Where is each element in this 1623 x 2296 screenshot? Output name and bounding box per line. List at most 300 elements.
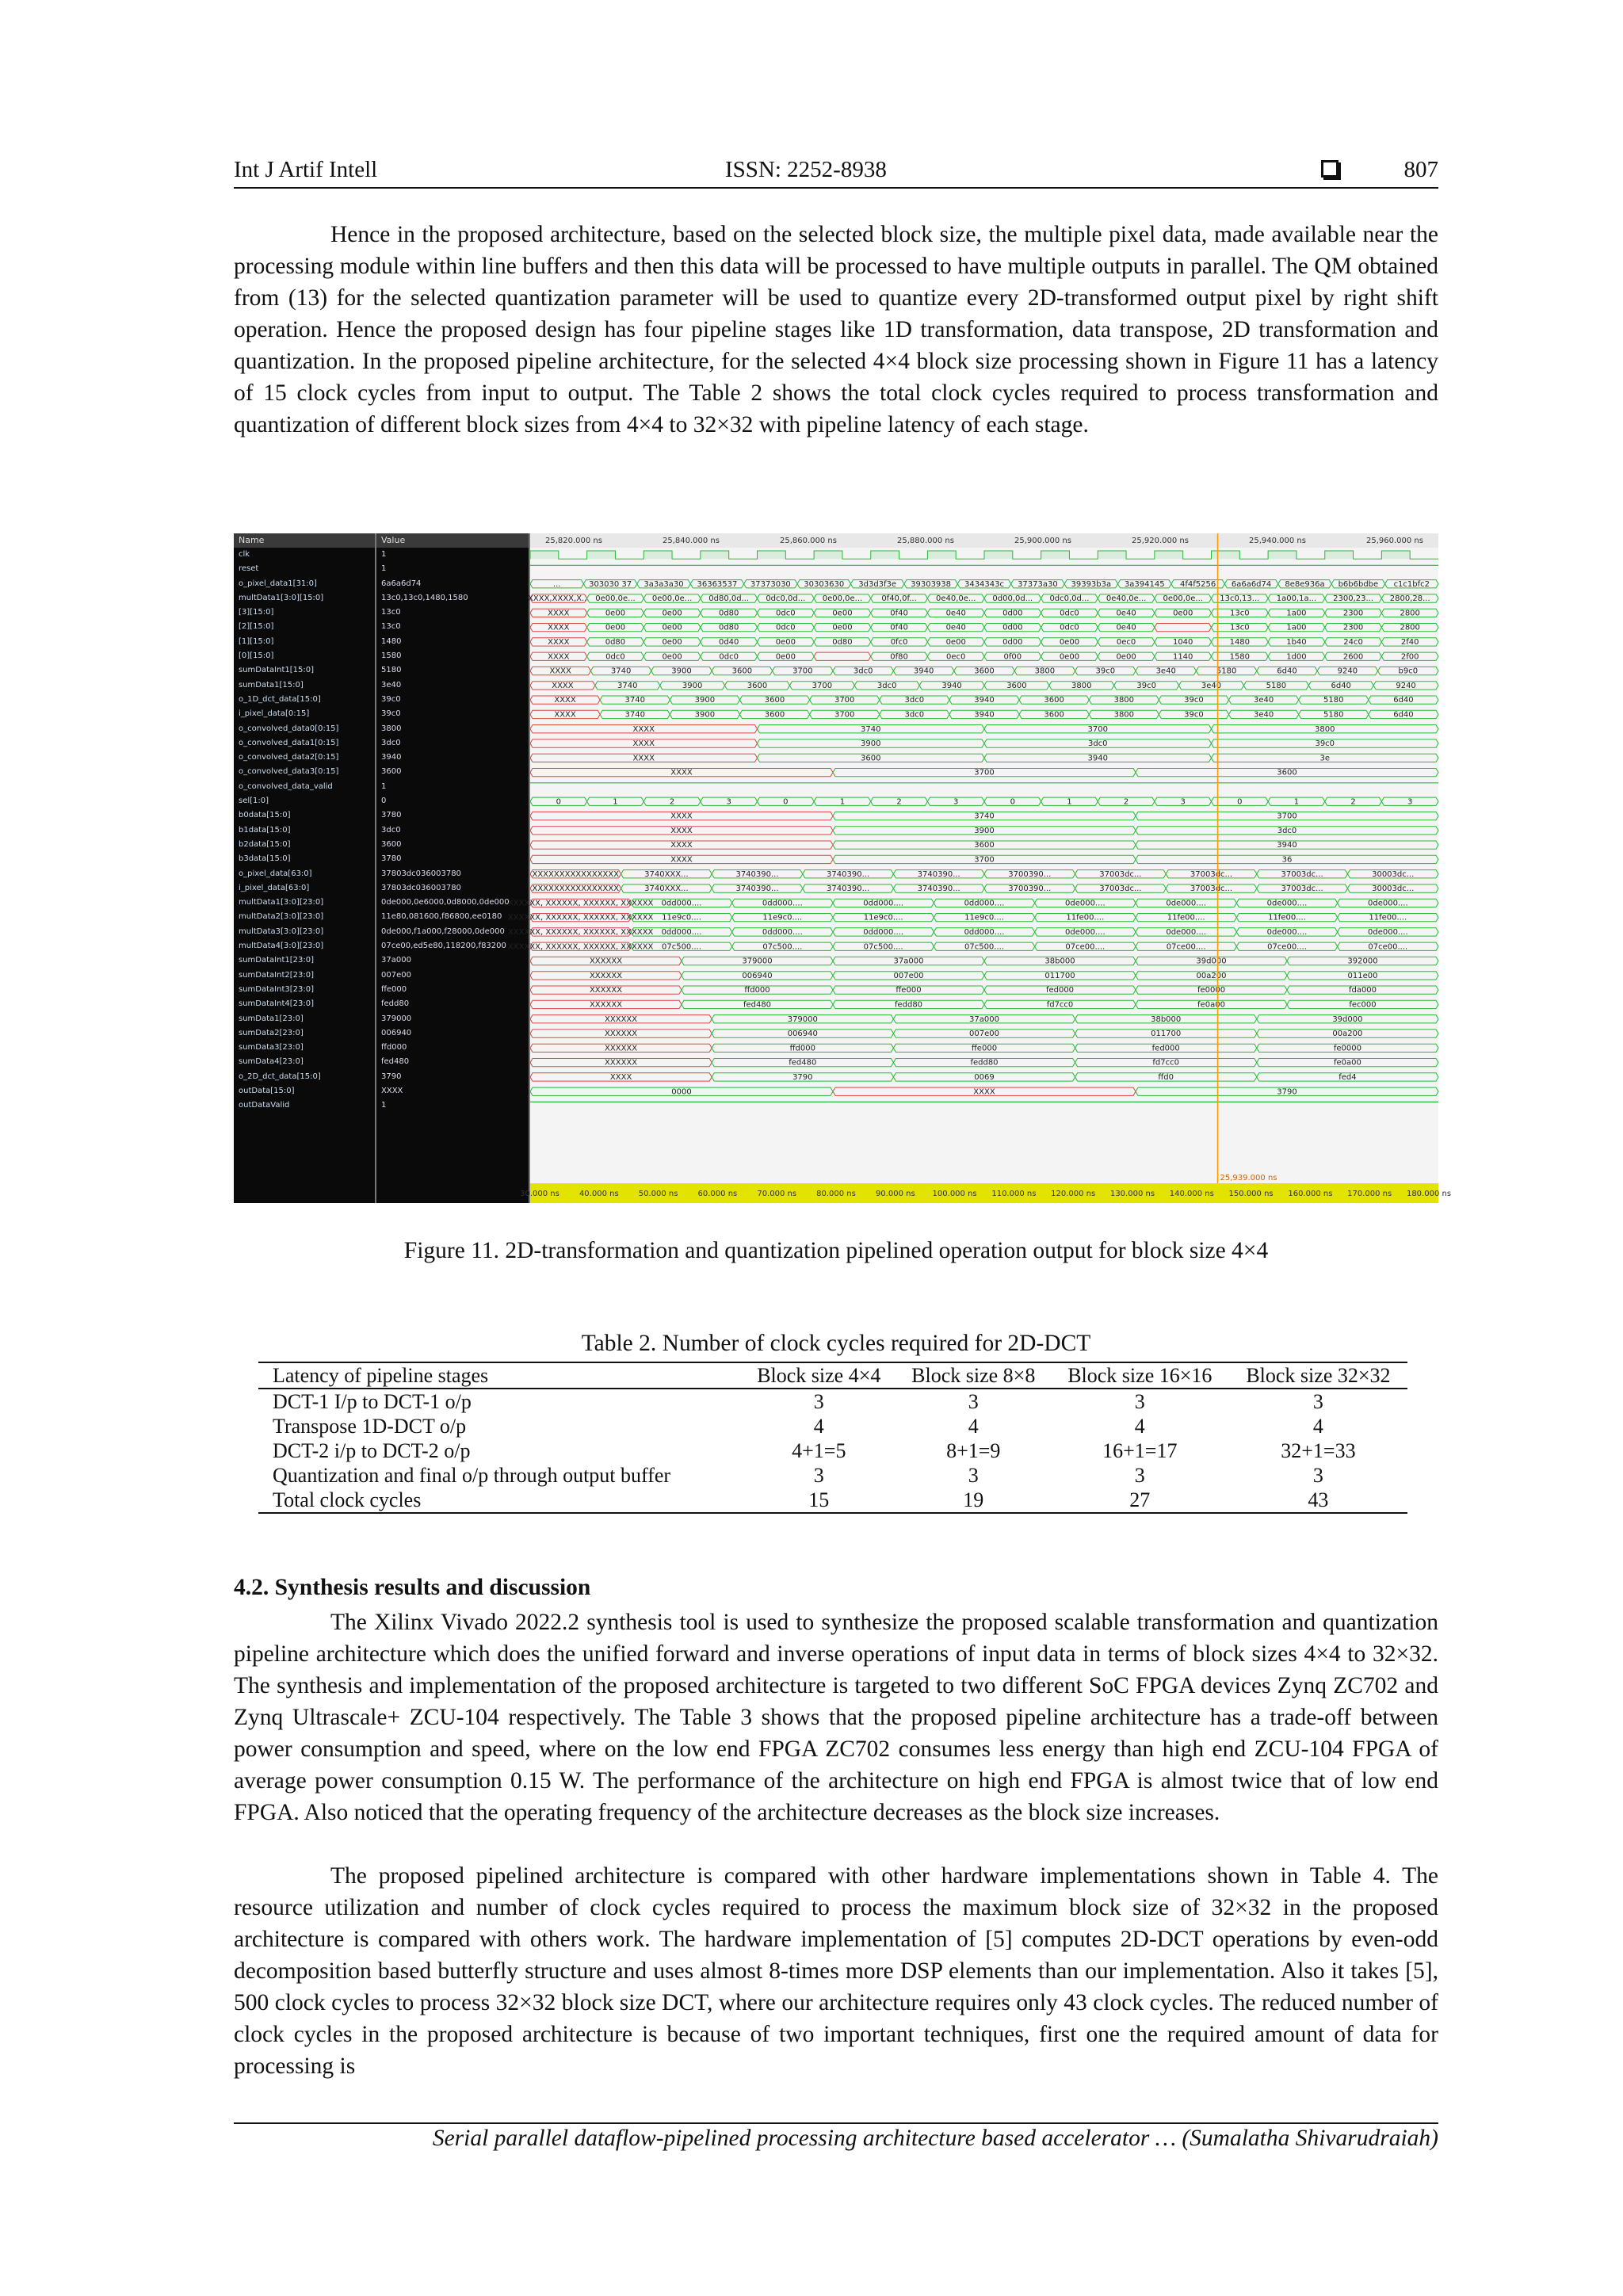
bus-value-label: 3940	[941, 681, 962, 690]
bottom-tick-label: 80.000 ns	[816, 1190, 856, 1198]
table-row	[258, 1438, 1407, 1463]
bus-value-label: 007e00	[969, 1030, 999, 1039]
bus-value-label: 007e00	[893, 971, 924, 980]
bus-value-label: 5180	[1266, 681, 1287, 690]
bus-value-label: 1	[1293, 797, 1300, 807]
signal-value: 1580	[381, 651, 402, 661]
issn: ISSN: 2252-8938	[725, 157, 887, 182]
signal-name[interactable]: b2data[15:0]	[239, 839, 291, 849]
signal-value: 1	[381, 550, 387, 559]
bus-value-label: 9240	[1396, 681, 1416, 690]
bus-value-label: 0f80	[890, 652, 908, 662]
signal-name[interactable]: [0][15:0]	[239, 651, 274, 661]
signal-name[interactable]: o_convolved_data2[0:15]	[239, 753, 339, 762]
bus-value-label: 3700	[974, 768, 995, 777]
bus-value-label: 3dc0	[876, 681, 897, 690]
journal-name: Int J Artif Intell	[234, 157, 378, 182]
bus-value-label: XXXXXX, XXXXXX, XXXXXX, XXXXXX	[507, 913, 654, 923]
signal-value: 1	[381, 781, 387, 791]
bus-value-label: 3dc0	[1087, 739, 1108, 749]
bus-value-label: 3600	[1006, 681, 1027, 690]
bus-value-label: XXXX	[548, 637, 570, 647]
bus-value-label: 0dd000....	[863, 927, 904, 937]
bus-value-label: 3800	[1034, 667, 1056, 676]
signal-name[interactable]: outDataValid	[239, 1101, 290, 1110]
bus-value-label: 37373a30	[1018, 579, 1058, 589]
table-cell: 8+1=9	[946, 1439, 1001, 1462]
bus-value-label: 0de000....	[1166, 899, 1207, 908]
bus-value-label: 3900	[861, 739, 881, 749]
bus-value-label: 3d3d3f3e	[858, 579, 897, 589]
signal-name[interactable]: reset	[239, 564, 259, 574]
bus-value-label: 0069	[974, 1072, 995, 1082]
bottom-tick-label: 50.000 ns	[638, 1190, 678, 1198]
table-2	[258, 1362, 1407, 1514]
bus-value-label: 1	[839, 797, 846, 807]
bus-value-label: XXXXXXXXXXXXXXXX	[532, 884, 620, 894]
bus-value-label: 30003dc...	[1372, 884, 1415, 894]
signal-name[interactable]: o_convolved_data_valid	[239, 781, 333, 791]
waveform-plot	[507, 533, 1452, 1203]
bus-value-label: XXXX	[554, 710, 576, 720]
table-cell: Transpose 1D-DCT o/p	[273, 1415, 467, 1438]
bus-value-label: 2f40	[1400, 637, 1419, 647]
bus-value-label: 3e40	[1201, 681, 1222, 690]
bus-value-label: 0de000....	[1064, 927, 1106, 937]
table-cell: 3	[1134, 1390, 1145, 1413]
table-row	[258, 1389, 1407, 1414]
bus-value-label: b9c0	[1398, 667, 1419, 676]
signal-name[interactable]: sumData1[23:0]	[239, 1014, 304, 1023]
bus-value-label: 36	[1281, 855, 1293, 865]
signal-name[interactable]: sumData1[15:0]	[239, 680, 304, 690]
bus-value-label: XXXX	[548, 652, 570, 662]
bus-value-label: 0000	[671, 1087, 692, 1097]
table-cell: 3	[968, 1464, 979, 1487]
bottom-tick-label: 130.000 ns	[1109, 1190, 1155, 1198]
bus-value-label: 3600	[1044, 710, 1064, 720]
running-footer: Serial parallel dataflow-pipelined processing architecture based accelerator … (Sumalatha Shivarudraiah)	[432, 2126, 1438, 2151]
bus-value-label: 0dd000....	[863, 899, 904, 908]
signal-name[interactable]: multData2[3:0][23:0]	[239, 912, 324, 922]
bus-value-label: XXXX	[549, 667, 571, 676]
signal-name[interactable]: sumDataInt1[23:0]	[239, 956, 314, 965]
table-header-cell: Block size 16×16	[1051, 1362, 1229, 1389]
bus-segment	[1155, 624, 1212, 632]
bus-value-label: 0dc0	[719, 652, 739, 662]
bus-value-label: 24c0	[1343, 637, 1363, 647]
bus-value-label: 0ec0	[946, 652, 966, 662]
bus-value-label: 3740390...	[917, 884, 960, 894]
clock-wave	[530, 551, 1438, 559]
bus-value-label: 30303630	[804, 579, 845, 589]
bus-value-label: 3700	[812, 681, 833, 690]
signal-name[interactable]: outData[15:0]	[239, 1086, 295, 1095]
paragraph-1: Hence in the proposed architecture, based on the selected block size, the multiple pixel data, made available near the processing module within line buffers and then this data will be processed to have multiple outputs in parallel. The QM obtained from (13) for the selected quantization parameter will be used to quantize every 2D-transformed output pixel by right shift operation. Hence the proposed design has four pipeline stages like 1D transformation, data transpose, 2D transformation and quantization. In the proposed pipeline architecture, for the selected 4×4 block size processing shown in Figure 11 has a latency of 15 clock cycles from input to output. The Table 2 shows the total clock cycles required to process transformation and quantization of different block sizes from 4×4 to 32×32 with pipeline latency of each stage.	[234, 222, 1438, 437]
bus-value-label: 2800	[1400, 623, 1420, 632]
bus-value-label: 39303938	[911, 579, 952, 589]
bottom-tick-label: 170.000 ns	[1347, 1190, 1392, 1198]
bus-value-label: 3dc0	[904, 696, 925, 705]
bus-value-label: 1580	[1229, 652, 1251, 662]
signal-value: XXXX	[381, 1086, 403, 1095]
bus-value-label: 00a200	[1332, 1030, 1363, 1039]
signal-name[interactable]: sel[1:0]	[239, 797, 269, 806]
signal-value: 37a000	[381, 956, 411, 965]
bus-value-label: 0dd000....	[964, 899, 1005, 908]
signal-name[interactable]: multData1[3:0][23:0]	[239, 898, 324, 907]
bus-value-label: XXXX	[670, 841, 693, 850]
bus-value-label: 1040	[1172, 637, 1193, 647]
bus-value-label: 3940	[913, 667, 934, 676]
bus-value-label: 006940	[787, 1030, 818, 1039]
signal-name[interactable]: i_pixel_data[63:0]	[239, 883, 310, 892]
bus-value-label: XXXXXX	[605, 1030, 638, 1039]
signal-name[interactable]: multData3[3:0][23:0]	[239, 926, 324, 936]
bus-value-label: 07c500....	[863, 942, 903, 952]
signal-name[interactable]: sumData4[23:0]	[239, 1057, 304, 1067]
bus-value-label: 1	[613, 797, 618, 807]
bus-value-label: 37003dc...	[1281, 884, 1323, 894]
bus-value-label: 3e	[1319, 754, 1331, 763]
bus-value-label: ...	[552, 579, 561, 589]
bus-value-label: 9240	[1337, 667, 1358, 676]
bus-value-label: 39c0	[1184, 696, 1204, 705]
bus-value-label: 3740	[861, 724, 881, 734]
bus-value-label: 3900	[671, 667, 692, 676]
bus-value-label: 38b000	[1044, 957, 1075, 966]
signal-name[interactable]: multData1[3:0][15:0]	[239, 593, 324, 602]
bus-value-label: 0de000....	[1367, 899, 1408, 908]
signal-value: 1480	[381, 636, 402, 646]
bus-value-label: 0d00	[1002, 637, 1023, 647]
bus-value-label: 0dd000....	[661, 899, 702, 908]
signal-name[interactable]: [3][15:0]	[239, 608, 274, 617]
table-row	[258, 1414, 1407, 1438]
signal-value: 3780	[381, 811, 402, 820]
bus-value-label: 39c0	[1095, 667, 1116, 676]
bus-value-label: 4f4f5256	[1180, 579, 1216, 589]
signal-name[interactable]: sumDataInt3[23:0]	[239, 984, 314, 994]
signal-name[interactable]: o_1D_dct_data[15:0]	[239, 694, 321, 704]
waveform-svg	[507, 533, 1452, 1203]
bus-value-label: 3e40	[1253, 696, 1274, 705]
bus-value-label: 3600	[974, 667, 995, 676]
bus-value-label: 3800	[1071, 681, 1092, 690]
bus-value-label: 0e00,0e...	[651, 594, 693, 604]
signal-name[interactable]: o_convolved_data0[0:15]	[239, 724, 339, 733]
bus-value-label: 0e00	[1059, 637, 1080, 647]
bus-value-label: 0e40	[945, 623, 966, 632]
bus-value-label: 0f40	[890, 609, 908, 618]
bus-value-label: 0dc0,0d...	[766, 594, 806, 604]
table-cell: 3	[813, 1390, 824, 1413]
bus-value-label: 392000	[1347, 957, 1378, 966]
signal-name[interactable]: o_pixel_data1[31:0]	[239, 579, 317, 588]
signal-name[interactable]: b0data[15:0]	[239, 811, 291, 820]
bus-value-label: 39d000	[1196, 957, 1227, 966]
bus-value-label: 3940	[1277, 841, 1297, 850]
bus-value-label: 0e40,0e...	[1106, 594, 1147, 604]
bus-value-label: 00a200	[1196, 971, 1227, 980]
time-label: 25,880.000 ns	[897, 537, 954, 545]
bus-value-label: 3800	[1113, 696, 1135, 705]
bus-value-label: 0d80	[605, 637, 626, 647]
signal-name[interactable]: o_convolved_data1[0:15]	[239, 738, 339, 747]
signal-name[interactable]: sumData3[23:0]	[239, 1043, 304, 1052]
bus-value-label: 0e40	[1116, 623, 1136, 632]
signal-value: 0	[381, 797, 387, 806]
bus-value-label: XXXX	[670, 768, 693, 777]
signal-name[interactable]: sumData2[23:0]	[239, 1028, 304, 1037]
bus-value-label: 6d40	[1331, 681, 1351, 690]
signal-name[interactable]: b3data[15:0]	[239, 854, 291, 864]
signal-value: 3780	[381, 854, 402, 864]
bus-value-label: 37003dc...	[1099, 884, 1142, 894]
bus-value-label: 0	[556, 797, 561, 807]
bus-value-label: XXXX	[552, 681, 574, 690]
table-cell: 4	[1134, 1415, 1145, 1438]
time-label: 25,960.000 ns	[1366, 537, 1423, 545]
bus-value-label: 2	[669, 797, 675, 807]
bus-value-label: 37373030	[750, 579, 791, 589]
bus-value-label: 5180	[1323, 696, 1344, 705]
bus-value-label: 3434343c	[964, 579, 1005, 589]
table-cell: 32+1=33	[1281, 1439, 1356, 1462]
bus-value-label: 39c0	[1184, 710, 1204, 720]
bus-value-label: 11fe00....	[1066, 913, 1105, 923]
bus-value-label: fe0000	[1333, 1044, 1361, 1053]
bottom-tick-label: 60.000 ns	[697, 1190, 738, 1198]
bus-value-label: ffe000	[896, 986, 922, 995]
bus-value-label: 39393b3a	[1071, 579, 1112, 589]
table-cell: 3	[813, 1464, 824, 1487]
bus-value-label: 0dc0	[605, 652, 625, 662]
bus-value-label: 3740390...	[827, 884, 870, 894]
bus-value-label: 0dc0,0d...	[1049, 594, 1090, 604]
bus-value-label: 38b000	[1151, 1014, 1182, 1024]
table-cell: Total clock cycles	[258, 1488, 742, 1513]
bus-value-label: 39c0	[1136, 681, 1156, 690]
bus-value-label: 0e00	[662, 623, 682, 632]
signal-name[interactable]: sumDataInt4[23:0]	[239, 999, 314, 1009]
bus-value-label: 37003dc...	[1190, 884, 1233, 894]
bus-value-label: 37a000	[969, 1014, 999, 1024]
bus-value-label: 0e00	[1116, 652, 1136, 662]
bus-value-label: 8e8e936a	[1285, 579, 1325, 589]
table-header-row	[258, 1362, 1407, 1389]
bus-value-label: 37a000	[893, 957, 924, 966]
bus-value-label: 6d40	[1393, 710, 1414, 720]
bus-value-label: 2300,23...	[1333, 594, 1374, 604]
name-header: Name	[234, 533, 375, 548]
bottom-tick-label: 120.000 ns	[1051, 1190, 1096, 1198]
signal-name[interactable]: i_pixel_data[0:15]	[239, 709, 310, 719]
bus-value-label: XXXX,XXXX,X...	[528, 594, 590, 604]
bus-value-label: 0e00	[662, 652, 682, 662]
bus-value-label: 0e00,0e...	[595, 594, 636, 604]
signal-name[interactable]: o_2D_dct_data[15:0]	[239, 1072, 321, 1081]
bus-value-label: XXXXXX, XXXXXX, XXXXXX, XXXXXX	[507, 899, 654, 908]
table-cell: 43	[1229, 1488, 1407, 1513]
bus-value-label: 0d40	[718, 637, 739, 647]
bus-value-label: 0d80	[718, 609, 739, 618]
signal-value: 0de000,0e6000,0d8000,0de000	[381, 898, 510, 907]
signal-name[interactable]: multData4[3:0][23:0]	[239, 942, 324, 951]
bus-value-label: 3700	[1277, 812, 1297, 821]
signal-value: 07ce00,ed5e80,118200,f83200	[381, 942, 506, 951]
table-cell: 4+1=5	[792, 1439, 846, 1462]
bus-value-label: XXXX	[632, 739, 655, 749]
bus-value-label: 3600	[861, 754, 881, 763]
bus-value-label: fed000	[1151, 1044, 1180, 1053]
table-cell: Quantization and final o/p through output buffer	[273, 1464, 671, 1487]
signal-value: 1	[381, 564, 387, 574]
bus-value-label: 0dc0	[776, 623, 796, 632]
bus-value-label: 2f00	[1400, 652, 1419, 662]
bus-value-label: 2800,28...	[1389, 594, 1430, 604]
bus-value-label: 1	[1067, 797, 1072, 807]
bus-value-label: XXXXXX	[589, 986, 623, 995]
bus-value-label: 11fe00....	[1167, 913, 1205, 923]
bottom-tick-label: 90.000 ns	[875, 1190, 915, 1198]
bus-value-label: 6d40	[1277, 667, 1297, 676]
header-rule	[234, 187, 1438, 189]
table-cell: 27	[1051, 1488, 1229, 1513]
table-header-cell: Latency of pipeline stages	[258, 1362, 742, 1389]
bus-value-label: 379000	[787, 1014, 818, 1024]
bus-value-label: fe0000	[1197, 986, 1226, 995]
bus-value-label: 011700	[1044, 971, 1075, 980]
bottom-tick-label: 100.000 ns	[932, 1190, 977, 1198]
signal-value: 007e00	[381, 970, 411, 980]
bus-value-label: 37003dc...	[1099, 869, 1142, 879]
bus-value-label: fe0a00	[1197, 1000, 1225, 1010]
bus-value-label: XXXXXX	[605, 1014, 638, 1024]
bus-value-label: fd7cc0	[1046, 1000, 1074, 1010]
bus-value-label: XXXXXX, XXXXXX, XXXXXX, XXXXXX	[507, 942, 654, 952]
value-header: Value	[376, 533, 529, 548]
bus-value-label: 30003dc...	[1372, 869, 1415, 879]
footer-rule	[234, 2122, 1438, 2124]
figure-11-waveform	[234, 533, 1452, 1203]
bus-value-label: 13c0	[1230, 623, 1250, 632]
bus-value-label: XXXX	[632, 754, 655, 763]
bottom-tick-label: 160.000 ns	[1288, 1190, 1333, 1198]
bus-value-label: 3e40	[1253, 710, 1274, 720]
bus-value-label: XXXX	[632, 724, 655, 734]
bus-value-label: 2	[1350, 797, 1356, 807]
table-cell: DCT-1 I/p to DCT-1 o/p	[273, 1390, 472, 1413]
bus-value-label: fd7cc0	[1152, 1058, 1179, 1068]
table-cell: 16+1=17	[1102, 1439, 1178, 1462]
bus-value-label: 0f40,0f...	[881, 594, 917, 604]
signal-value: 13c0,13c0,1480,1580	[381, 593, 468, 602]
table-row	[258, 1463, 1407, 1488]
signal-name[interactable]: sumDataInt2[23:0]	[239, 970, 314, 980]
signal-name[interactable]: [2][15:0]	[239, 622, 274, 632]
signal-name[interactable]: b1data[15:0]	[239, 825, 291, 835]
bus-value-label: 07c500....	[964, 942, 1005, 952]
cursor-label: 25,939.000 ns	[1220, 1174, 1277, 1182]
bus-value-label: 3900	[682, 681, 703, 690]
table-row	[258, 1488, 1407, 1513]
bottom-tick-label: 70.000 ns	[757, 1190, 797, 1198]
bus-value-label: 0e00	[832, 623, 853, 632]
signal-name[interactable]: [1][15:0]	[239, 636, 274, 646]
bus-value-label: ffd0	[1158, 1072, 1174, 1082]
signal-value: 3940	[381, 753, 402, 762]
bus-value-label: ffd000	[744, 986, 770, 995]
signal-value: 3790	[381, 1072, 402, 1081]
bus-value-label: XXXXXX	[589, 971, 623, 980]
signal-name[interactable]: o_pixel_data[63:0]	[239, 869, 312, 878]
bus-value-label: 011e00	[1347, 971, 1378, 980]
signal-name[interactable]: clk	[239, 550, 250, 559]
time-label: 25,860.000 ns	[780, 537, 837, 545]
bus-value-label: fed480	[743, 1000, 772, 1010]
bus-value-label: 3790	[1277, 1087, 1297, 1097]
bus-value-label: 0e00	[605, 623, 626, 632]
bus-value-label: 2300	[1342, 623, 1364, 632]
bus-value-label: 3700	[974, 855, 995, 865]
bus-value-label: 11e9c0....	[762, 913, 803, 923]
bus-value-label: 0e00	[945, 637, 966, 647]
bus-value-label: 0e00	[1059, 652, 1080, 662]
bus-value-label: 36363537	[697, 579, 738, 589]
bus-value-label: 0dd000....	[661, 927, 702, 937]
signal-value: 13c0	[381, 608, 401, 617]
paragraph-3: The proposed pipelined architecture is compared with other hardware implementations shown in Table 4. The resource utilization and number of clock cycles required to process the maximum block size of 32×32 in the proposed architecture is compared with others work. The hardware implementation of [5] computes 2D-DCT operations by even-odd decomposition based butterfly structure and uses almost 8-times more DSP elements than our implementation. Also it takes [5], 500 clock cycles to process 32×32 block size DCT, where our architecture requires only 43 clock cycles. The reduced number of clock cycles in the proposed architecture is because of two important techniques, first one the required amount of data for processing is	[234, 1863, 1438, 2079]
bus-value-label: 0de000....	[1266, 899, 1308, 908]
signal-value: 5180	[381, 666, 402, 675]
signal-value: 0de000,f1a000,f28000,0de000	[381, 926, 505, 936]
signal-value: 3800	[381, 724, 402, 733]
bus-value-label: 0d80	[718, 623, 739, 632]
bus-value-label: XXXXXXXXXXXXXXXX	[532, 869, 620, 879]
bus-value-label: 3740XXX...	[644, 884, 689, 894]
bus-value-label: 0de000....	[1166, 927, 1207, 937]
bus-value-label: 0	[1010, 797, 1015, 807]
bus-value-label: 0de000....	[1266, 927, 1308, 937]
bus-value-label: fe0a00	[1333, 1058, 1361, 1068]
bus-value-label: c1c1bfc2	[1393, 579, 1430, 589]
bus-value-label: 0e00,0e...	[822, 594, 863, 604]
bus-value-label: 3	[1407, 797, 1413, 807]
bus-value-label: 0e00	[775, 652, 796, 662]
bus-value-label: 3700	[1087, 724, 1108, 734]
bus-value-label: fed000	[1045, 986, 1075, 995]
bus-value-label: b6b6bdbe	[1338, 579, 1379, 589]
bus-value-label: 3600	[747, 681, 768, 690]
signal-value: ffd000	[381, 1043, 407, 1052]
bus-value-label: 3800	[1315, 724, 1335, 734]
bus-value-label: 3600	[764, 696, 785, 705]
table-cell: 3	[1134, 1464, 1145, 1487]
bus-value-label: 13c0	[1230, 609, 1250, 618]
signal-name[interactable]: o_convolved_data3[0:15]	[239, 767, 339, 777]
signal-name[interactable]: sumDataInt1[15:0]	[239, 666, 314, 675]
bus-value-label: 3dc0	[904, 710, 925, 720]
bus-value-label: 0d80	[832, 637, 853, 647]
table-cell: 15	[742, 1488, 896, 1513]
time-label: 25,840.000 ns	[663, 537, 720, 545]
bus-value-label: 2800	[1400, 609, 1420, 618]
bus-value-label: 3700390...	[1008, 884, 1052, 894]
bus-value-label: 0dd000....	[762, 927, 803, 937]
bus-value-label: 11e9c0....	[662, 913, 701, 923]
signal-value: fedd80	[381, 999, 410, 1009]
